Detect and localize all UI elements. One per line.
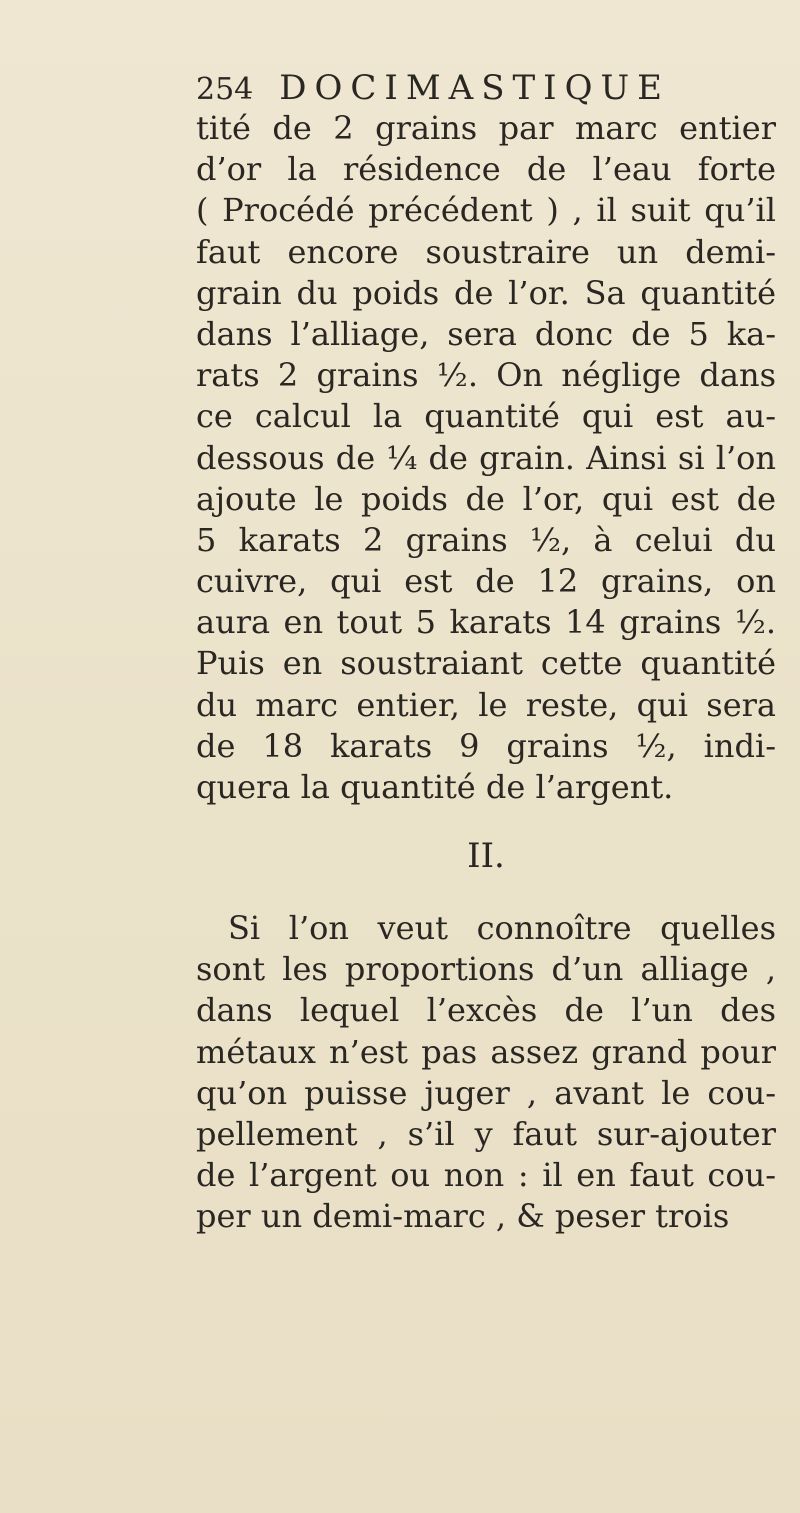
text-line: dessous de ¼ de grain. Ainsi si l’on [196,438,776,477]
text-line: faut encore soustraire un demi- [196,232,776,271]
text-line: de 18 karats 9 grains ½, indi- [196,726,776,765]
text-line: grain du poids de l’or. Sa quantité [196,273,776,312]
text-line: aura en tout 5 karats 14 grains ½. [196,603,776,642]
text-line: rats 2 grains ½. On néglige dans [196,356,776,395]
paragraph-2 [196,908,776,1238]
page-number: 254 [196,72,254,107]
text-line: quera la quantité de l’argent. [196,768,674,806]
text-line: dans l’alliage, sera donc de 5 ka- [196,314,776,353]
text-line: per un demi-marc , & peser trois [196,1197,730,1236]
text-line: de l’argent ou non : il en faut cou- [196,1156,776,1195]
text-line: 5 karats 2 grains ½, à celui du [196,520,776,559]
paragraph-1 [196,108,776,808]
text-line: d’or la résidence de l’eau forte [196,150,776,189]
text-line: sont les proportions d’un alliage , [196,950,776,989]
text-line: du marc entier, le reste, qui sera [196,685,776,724]
section-number: II. [467,836,505,876]
text-line: métaux n’est pas assez grand pour [196,1032,776,1071]
text-line: dans lequel l’excès de l’un des [196,991,776,1030]
text-line: ce calcul la quantité qui est au- [196,397,776,436]
page-header [196,66,716,110]
text-line: ajoute le poids de l’or, qui est de [196,479,776,518]
text-line: Si l’on veut connoître quelles [228,909,776,947]
text-line: cuivre, qui est de 12 grains, on [196,562,776,601]
running-head: DOCIMASTIQUE [279,68,670,108]
text-line: Puis en soustraiant cette quantité [196,644,776,683]
text-line: ( Procédé précédent ) , il suit qu’il [196,191,776,230]
text-line: pellement , s’il y faut sur-ajouter [196,1114,776,1153]
text-line: qu’on puisse juger , avant le cou- [196,1073,776,1112]
text-line: tité de 2 grains par marc entier [196,109,776,147]
